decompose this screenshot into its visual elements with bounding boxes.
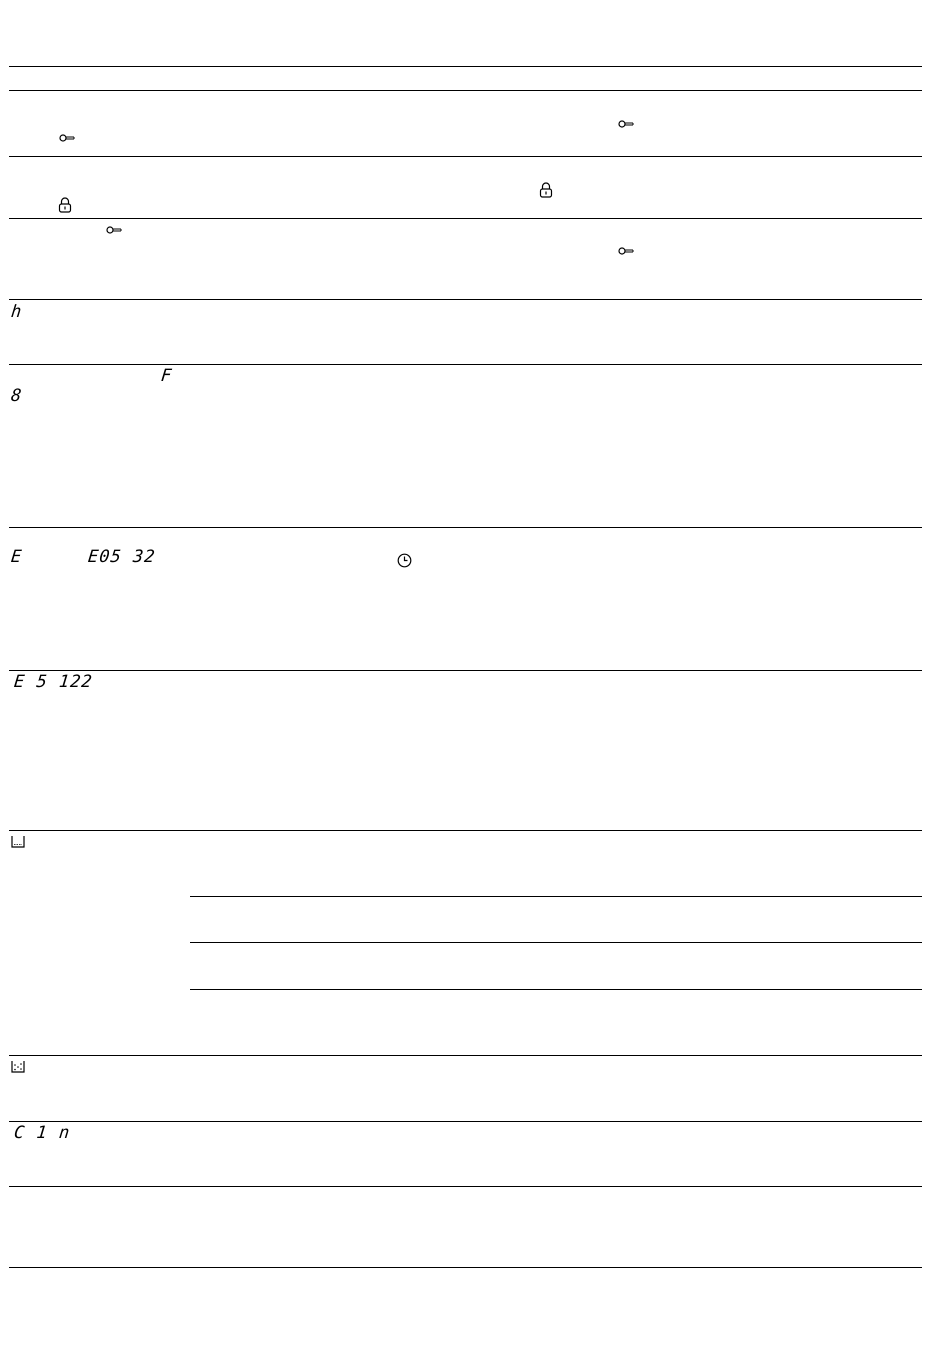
row-divider bbox=[9, 670, 922, 671]
table-top-rule bbox=[9, 66, 922, 67]
sub-row-divider bbox=[190, 896, 922, 897]
row-divider bbox=[9, 1055, 922, 1056]
display-code-f: F bbox=[160, 366, 174, 386]
lock-icon bbox=[539, 182, 553, 198]
lock-icon bbox=[58, 197, 72, 213]
pot-icon bbox=[11, 835, 25, 848]
sub-row-divider bbox=[190, 989, 922, 990]
row-divider bbox=[9, 364, 922, 365]
key-icon bbox=[618, 247, 634, 255]
row-divider bbox=[9, 299, 922, 300]
display-code-e0532: E05 32 bbox=[87, 547, 157, 567]
sub-row-divider bbox=[190, 942, 922, 943]
row-divider bbox=[9, 218, 922, 219]
display-code-e: E bbox=[10, 547, 24, 567]
display-code-e5122: E 5 122 bbox=[13, 672, 94, 692]
display-code-c1n: C 1 n bbox=[13, 1123, 72, 1143]
timer-icon bbox=[397, 553, 412, 568]
header-rule bbox=[9, 90, 922, 91]
row-divider bbox=[9, 1186, 922, 1187]
key-icon bbox=[106, 226, 122, 234]
row-divider bbox=[9, 527, 922, 528]
pot-dots-icon bbox=[11, 1060, 25, 1073]
row-divider bbox=[9, 830, 922, 831]
display-code-h: h bbox=[10, 302, 24, 322]
row-divider bbox=[9, 156, 922, 157]
key-icon bbox=[59, 134, 75, 142]
key-icon bbox=[618, 120, 634, 128]
display-code-8: 8 bbox=[10, 386, 24, 406]
row-divider bbox=[9, 1121, 922, 1122]
table-bottom-rule bbox=[9, 1267, 922, 1268]
